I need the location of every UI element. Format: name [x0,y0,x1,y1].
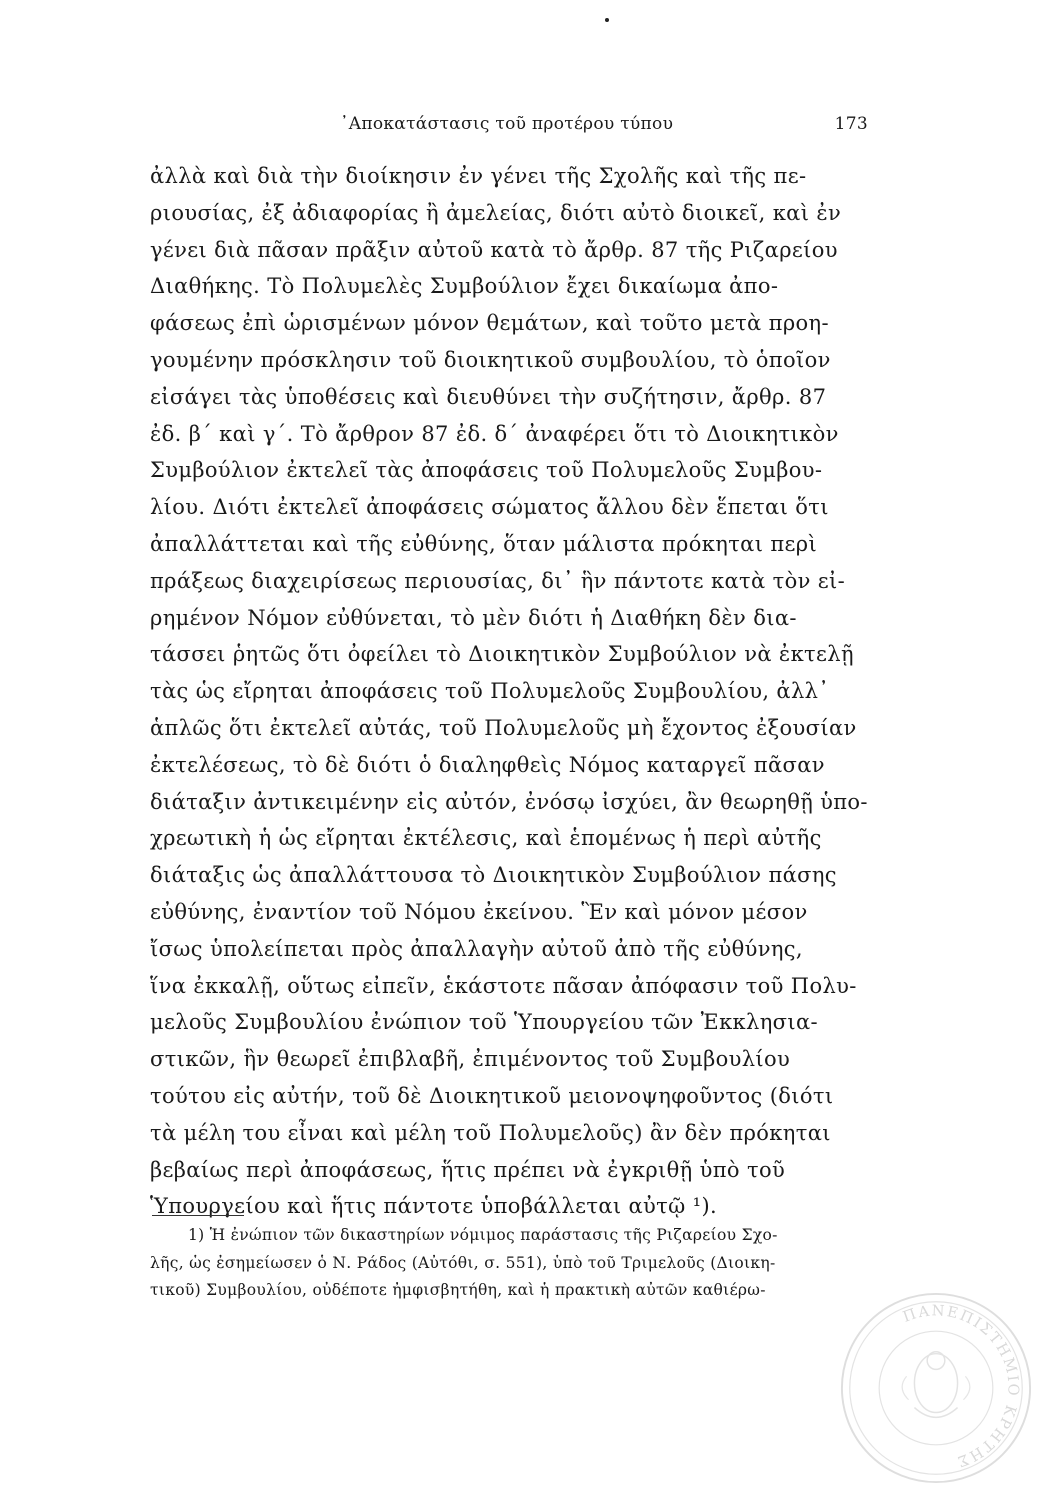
text-line: ριουσίας, ἐξ ἀδιαφορίας ἢ ἀμελείας, διότι αὐτὸ διοικεῖ, καὶ ἐν [150,200,842,225]
text-line: χρεωτικὴ ἡ ὡς εἴρηται ἐκτέλεσις, καὶ ἑπομένως ἡ περὶ αὐτῆς [150,826,822,851]
footnote-line: λῆς, ὡς ἐσημείωσεν ὁ Ν. Ράδος (Αὐτόθι, σ. 551), ὑπὸ τοῦ Τριμελοῦς (Διοικη- [150,1253,776,1272]
text-line: ἁπλῶς ὅτι ἐκτελεῖ αὐτάς, τοῦ Πολυμελοῦς μὴ ἔχοντος ἐξουσίαν [150,715,857,740]
page-header [150,114,880,144]
text-line: γένει διὰ πᾶσαν πρᾶξιν αὐτοῦ κατὰ τὸ ἄρθρ. 87 τῆς Ριζαρείου [150,237,838,262]
footnote-rule [152,1215,244,1216]
text-line: τάσσει ῥητῶς ὅτι ὀφείλει τὸ Διοικητικὸν Συμβούλιον νὰ ἐκτελῇ [150,642,854,667]
text-line: ἀλλὰ καὶ διὰ τὴν διοίκησιν ἐν γένει τῆς Σχολῆς καὶ τῆς πε- [150,164,807,188]
text-line: τούτου εἰς αὐτήν, τοῦ δὲ Διοικητικοῦ μειονοψηφοῦντος (διότι [150,1083,834,1108]
svg-text:ΠΑΝΕΠΙΣΤΗΜΙΟ ΚΡΗΤΗΣ [901,1302,1022,1470]
text-line: ἀπαλλάττεται καὶ τῆς εὐθύνης, ὅταν μάλιστα πρόκηται περὶ [150,531,818,556]
text-line: τὰ μέλη του εἶναι καὶ μέλη τοῦ Πολυμελοῦς) ἂν δὲν πρόκηται [150,1120,831,1145]
text-line: εἰσάγει τὰς ὑποθέσεις καὶ διευθύνει τὴν συζήτησιν, ἄρθρ. 87 [150,384,827,409]
print-speck [605,18,609,22]
text-line: διάταξις ὡς ἀπαλλάττουσα τὸ Διοικητικὸν Συμβούλιον πάσης [150,863,837,888]
text-line: εὐθύνης, ἐναντίον τοῦ Νόμου ἐκείνου. Ἓν καὶ μόνον μέσον [150,899,808,924]
text-line: λίου. Διότι ἐκτελεῖ ἀποφάσεις σώματος ἄλλου δὲν ἕπεται ὅτι [150,495,829,520]
text-line: στικῶν, ἣν θεωρεῖ ἐπιβλαβῆ, ἐπιμένοντος τοῦ Συμβουλίου [150,1047,791,1072]
text-line: Ὑπουργείου καὶ ἥτις πάντοτε ὑποβάλλεται αὐτῷ ¹). [150,1194,718,1219]
text-line: ἐδ. β΄ καὶ γ΄. Τὸ ἄρθρον 87 ἐδ. δ΄ ἀναφέρει ὅτι τὸ Διοικητικὸν [150,421,839,446]
text-line: γουμένην πρόσκλησιν τοῦ διοικητικοῦ συμβουλίου, τὸ ὁποῖον [150,347,831,372]
text-line: Διαθήκης. Τὸ Πολυμελὲς Συμβούλιον ἔχει δικαίωμα ἀπο- [150,274,779,299]
text-line: διάταξιν ἀντικειμένην εἰς αὐτόν, ἐνόσῳ ἰσχύει, ἂν θεωρηθῇ ὑπο- [150,789,868,814]
text-line: ἐκτελέσεως, τὸ δὲ διότι ὁ διαληφθεὶς Νόμος καταργεῖ πᾶσαν [150,752,825,777]
seal-text: ΠΑΝΕΠΙΣΤΗΜΙΟ ΚΡΗΤΗΣ [900,1302,1022,1471]
text-line: φάσεως ἐπὶ ὡρισμένων μόνον θεμάτων, καὶ τοῦτο μετὰ προη- [150,311,829,336]
running-head: ᾿Αποκατάστασις τοῦ προτέρου τύπου [340,114,674,134]
footnote-line: τικοῦ) Συμβουλίου, οὐδέποτε ἠμφισβητήθη, καὶ ἡ πρακτικὴ αὐτῶν καθιέρω- [150,1281,766,1299]
text-line: Συμβούλιον ἐκτελεῖ τὰς ἀποφάσεις τοῦ Πολυμελοῦς Συμβου- [150,458,823,483]
text-line: ἵνα ἐκκαλῇ, οὕτως εἰπεῖν, ἑκάστοτε πᾶσαν ἀπόφασιν τοῦ Πολυ- [150,973,857,998]
body-text [150,158,870,1225]
page-number: 173 [834,114,868,134]
text-line: μελοῦς Συμβουλίου ἐνώπιον τοῦ Ὑπουργείου τῶν Ἐκκλησια- [150,1010,818,1035]
text-line: βεβαίως περὶ ἀποφάσεως, ἥτις πρέπει νὰ ἐγκριθῇ ὑπὸ τοῦ [150,1157,786,1182]
text-line: ἴσως ὑπολείπεται πρὸς ἀπαλλαγὴν αὐτοῦ ἀπὸ τῆς εὐθύνης, [150,936,803,961]
footnote-line: 1) Ἡ ἐνώπιον τῶν δικαστηρίων νόμιμος παράστασις τῆς Ριζαρείου Σχο- [188,1226,778,1244]
footnotes [150,1222,875,1305]
text-line: τὰς ὡς εἴρηται ἀποφάσεις τοῦ Πολυμελοῦς Συμβουλίου, ἀλλ᾿ [150,679,830,704]
text-line: ρημένον Νόμον εὐθύνεται, τὸ μὲν διότι ἡ Διαθήκη δὲν δια- [150,605,797,630]
university-seal-icon [838,1290,1034,1486]
text-line: πράξεως διαχειρίσεως περιουσίας, δι᾿ ἣν πάντοτε κατὰ τὸν εἰ- [150,568,846,593]
